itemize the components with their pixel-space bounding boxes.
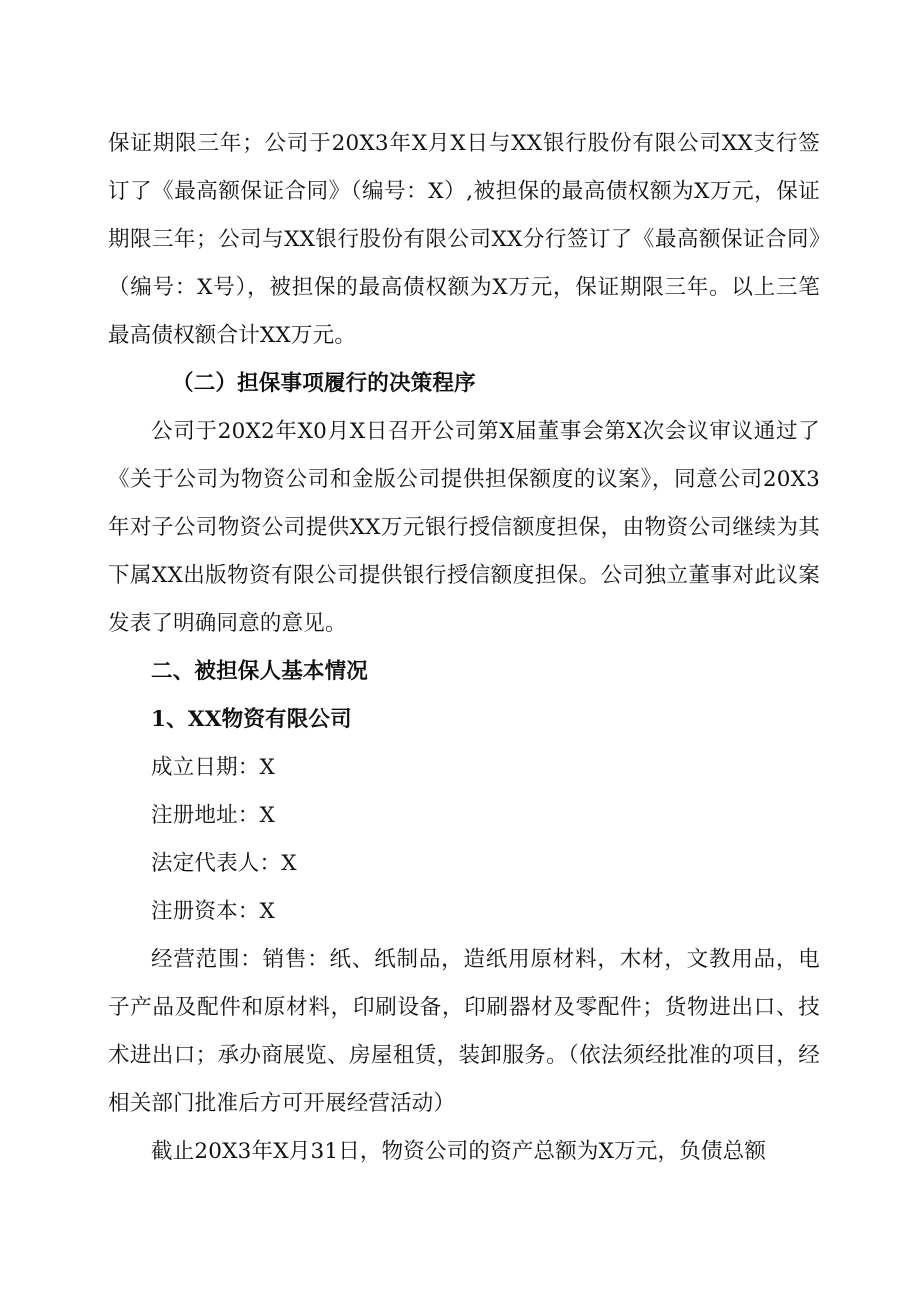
subheading-decision-procedure: （二）担保事项履行的决策程序 xyxy=(172,371,476,396)
field-legal-representative: 法定代表人：X xyxy=(151,851,297,876)
field-registered-capital: 注册资本：X xyxy=(151,899,276,924)
document-body xyxy=(108,120,820,1176)
field-registered-address: 注册地址：X xyxy=(151,803,276,828)
field-established-date: 成立日期：X xyxy=(151,755,276,780)
paragraph-guarantee-terms: 保证期限三年；公司于20X3年X月X日与XX银行股份有限公司XX支行签订了《最高额保证合同》（编号：X）,被担保的最高债权额为X万元，保证期限三年；公司与XX银行股份有限公司XX分行签订了《最高额保证合同》（编号：X号），被担保的最高债权额为X万元，保证期限三年。以上三笔最高债权额合计XX万元。 xyxy=(108,131,820,348)
paragraph-board-resolution: 公司于20X2年X0月X日召开公司第X届董事会第X次会议审议通过了《关于公司为物资公司和金版公司提供担保额度的议案》，同意公司20X3年对子公司物资公司提供XX万元银行授信额度担保，由物资公司继续为其下属XX出版物资有限公司提供银行授信额度担保。公司独立董事对此议案发表了明确同意的意见。 xyxy=(108,419,820,636)
paragraph-assets: 截止20X3年X月31日，物资公司的资产总额为X万元，负债总额 xyxy=(151,1139,767,1164)
company-heading: 1、XX物资有限公司 xyxy=(151,707,352,732)
paragraph-business-scope: 经营范围：销售：纸、纸制品，造纸用原材料，木材，文教用品，电子产品及配件和原材料，印刷设备，印刷器材及零配件；货物进出口、技术进出口；承办商展览、房屋租赁，装卸服务。（依法须经批准的项目，经相关部门批准后方可开展经营活动） xyxy=(108,947,820,1116)
section-heading-guaranteed-party: 二、被担保人基本情况 xyxy=(151,659,369,684)
